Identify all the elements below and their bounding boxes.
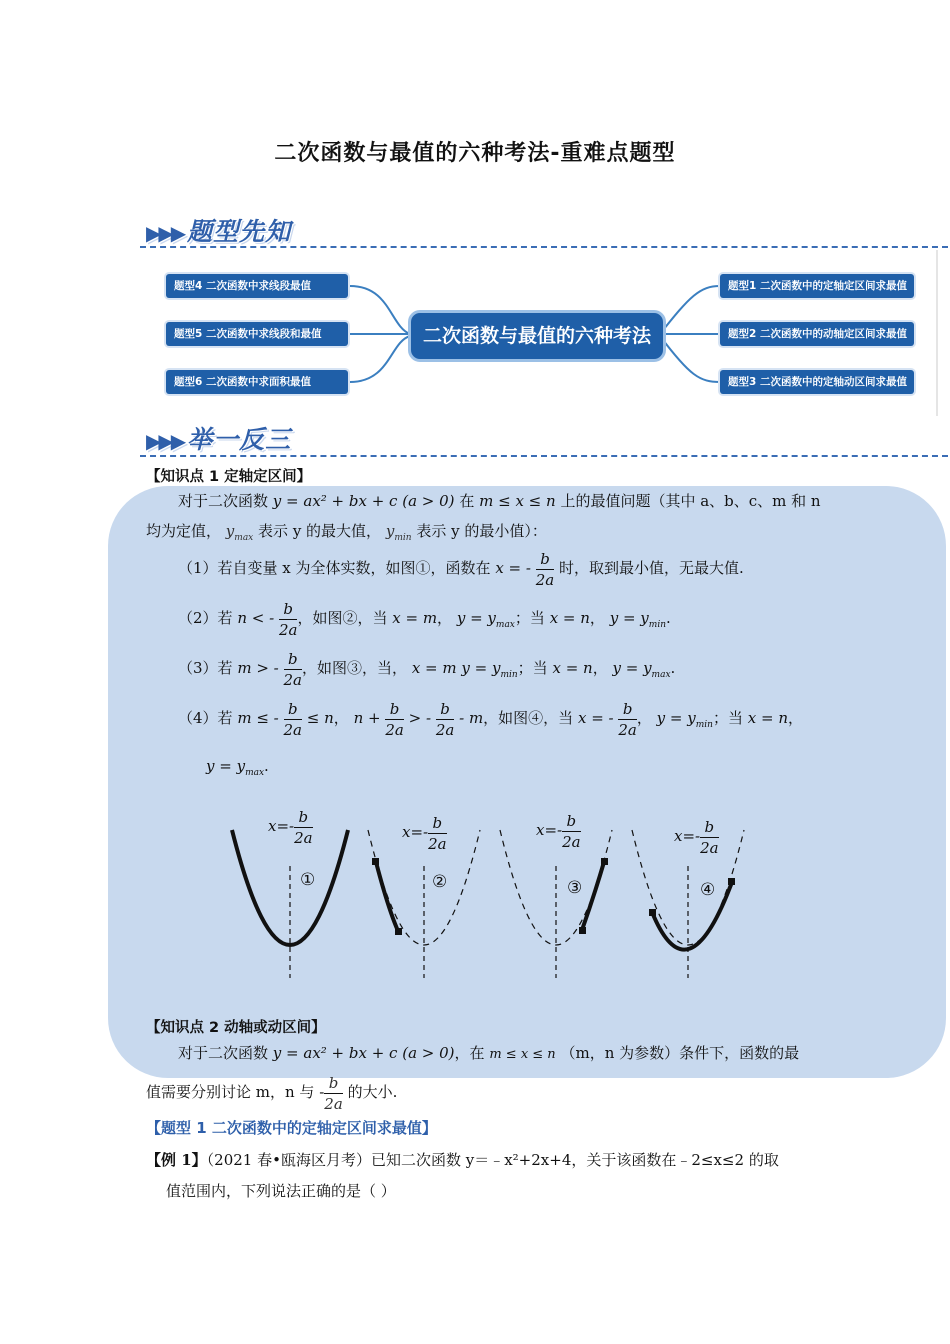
formula: x = -: [577, 709, 614, 727]
fraction: [279, 599, 298, 640]
text: b: [279, 599, 298, 620]
text: 表示 y 的最大值，: [258, 522, 382, 540]
text: 的大小.: [347, 1083, 398, 1101]
page-title: 二次函数与最值的六种考法-重难点题型: [274, 141, 676, 166]
text: （m，n 为参数）条件下，函数的最: [560, 1044, 800, 1062]
fig2-number: ②: [432, 872, 448, 892]
fraction: [562, 811, 581, 852]
kp1-heading: 【知识点 1 定轴定区间】: [146, 469, 312, 485]
text: 上的最值问题（其中 a、b、c、m 和 n: [560, 492, 821, 510]
text: x=-: [674, 827, 701, 845]
text: 值需要分别讨论 m，n 与: [146, 1083, 315, 1101]
fig2-axis-label: [402, 810, 447, 854]
formula: x = m: [392, 609, 438, 627]
fraction: [284, 649, 303, 690]
formula: n +: [353, 709, 381, 727]
kp1-intro-line2: [146, 521, 547, 548]
formula: y = ax² + bx + c (a > 0): [272, 1044, 455, 1062]
text: ；当: [517, 659, 548, 677]
text: 在: [459, 492, 475, 510]
section-divider: [140, 246, 948, 248]
text: 2a: [562, 832, 581, 851]
formula: ≤ n: [306, 709, 334, 727]
formula: [206, 757, 265, 778]
kp2-line2: [146, 1070, 397, 1114]
fig1-axis-label: [268, 804, 313, 848]
text: （3）若: [178, 659, 233, 677]
text: ，在: [454, 1044, 485, 1062]
figure-3: [500, 830, 612, 978]
text: x=-: [268, 817, 295, 835]
formula: x = -: [495, 559, 531, 577]
formula: x = n: [552, 659, 593, 677]
fraction: [536, 549, 555, 590]
text: 2a: [385, 720, 404, 739]
text: ，如图③，当，: [302, 659, 408, 677]
text: max: [651, 670, 671, 680]
formula: y = ax² + bx + c (a > 0): [272, 492, 455, 510]
text: b: [618, 699, 637, 720]
text: 对于二次函数: [178, 1044, 269, 1062]
section-label: 举一反三: [187, 425, 292, 454]
fig3-axis-label: [536, 808, 581, 852]
text: 2a: [283, 720, 303, 739]
ymax: [225, 522, 254, 543]
section-label: 题型先知: [187, 217, 292, 246]
section-header-practice: [146, 420, 291, 456]
formula: [456, 609, 515, 630]
fig3-number: ③: [567, 878, 583, 898]
section-arrows-icon: ▶▶▶: [146, 221, 184, 245]
formula: [609, 609, 666, 630]
fraction: [700, 817, 719, 858]
formula: [612, 659, 671, 680]
mindmap-node-type1: 题型1 二次函数中的定轴定区间求最值: [720, 274, 914, 298]
fig1-number: ①: [300, 870, 316, 890]
formula: - m: [459, 709, 484, 727]
text: min: [648, 620, 666, 630]
text: b: [700, 817, 719, 838]
text: y: [385, 522, 395, 540]
text: min: [695, 720, 713, 730]
text: （2）若: [178, 609, 233, 627]
text: 2a: [700, 838, 719, 857]
text: -: [319, 1083, 325, 1101]
mindmap-node-type4: 题型4 二次函数中求线段最值: [166, 274, 348, 298]
text: 2a: [324, 1094, 343, 1113]
text: y = y: [461, 659, 501, 677]
text: b: [436, 699, 455, 720]
text: x=-: [536, 821, 563, 839]
section-header-preview: [146, 212, 291, 248]
kp1-case4-line2: $y = y_{max}$.: [206, 757, 269, 778]
formula: m ≤ -: [237, 709, 279, 727]
text: （1）若自变量 x 为全体实数，如图①，函数在: [178, 559, 491, 577]
text: 2a: [283, 670, 303, 689]
text: b: [284, 699, 303, 720]
formula: m ≤ x ≤ n: [489, 1047, 556, 1062]
text: （4）若: [178, 709, 233, 727]
mindmap-node-type3: 题型3 二次函数中的定轴动区间求最值: [720, 370, 914, 394]
fraction: [324, 1073, 343, 1114]
fraction: [436, 699, 455, 740]
right-edge-mark: [936, 250, 938, 416]
fraction: [385, 699, 404, 740]
formula: n < -: [237, 609, 275, 627]
text: 2a: [535, 570, 555, 589]
mindmap-node-type2: 题型2 二次函数中的动轴定区间求最值: [720, 322, 914, 346]
text: 时，取到最小值，无最大值.: [559, 559, 744, 577]
text: b: [428, 813, 447, 834]
text: b: [294, 807, 313, 828]
text: y: [225, 522, 235, 540]
fraction: [618, 699, 637, 740]
kp1-case3: （3）若 m > - $\frac{b}{2a}$ ，如图③，当， x = m $y = y_{min}$；当 x = n， $y = y_{max}$.: [178, 649, 676, 689]
text: b: [385, 699, 404, 720]
text: y = y: [206, 757, 246, 775]
text: max: [234, 533, 254, 543]
formula: > -: [408, 709, 432, 727]
text: 2a: [294, 828, 313, 847]
kp1-intro-line1: [178, 491, 821, 511]
type1-heading: 【题型 1 二次函数中的定轴定区间求最值】: [146, 1119, 437, 1137]
text: ；当: [712, 709, 743, 727]
formula: m > -: [237, 659, 279, 677]
kp2-heading: 【知识点 2 动轴或动区间】: [146, 1020, 326, 1036]
text: x=-: [402, 823, 429, 841]
text: 均为定值，: [146, 522, 222, 540]
text: min: [394, 533, 412, 543]
example-label: 【例 1】: [146, 1151, 207, 1169]
text: y = y: [456, 609, 496, 627]
text: 2a: [435, 720, 455, 739]
mindmap-node-type6: 题型6 二次函数中求面积最值: [166, 370, 348, 394]
fig4-axis-label: [674, 814, 719, 858]
text: ，: [589, 609, 605, 627]
text: max: [495, 620, 515, 630]
text: b: [562, 811, 581, 832]
text: 表示 y 的最小值）：: [416, 522, 547, 540]
text: 2a: [278, 620, 298, 639]
example1-line2: 值范围内，下列说法正确的是（ ）: [166, 1182, 396, 1200]
fraction: [294, 807, 313, 848]
fraction: [284, 699, 303, 740]
kp1-case2: （2）若 n < - $\frac{b}{2a}$ ，如图②，当 x = m， $y = y_{max}$；当 x = n， $y = y_{min}$.: [178, 599, 671, 639]
text: b: [536, 549, 555, 570]
text: y = y: [656, 709, 696, 727]
formula: x = n: [549, 609, 590, 627]
kp1-case1: [178, 546, 744, 590]
text: b: [284, 649, 303, 670]
section-divider: [140, 455, 948, 457]
text: y = y: [612, 659, 652, 677]
kp1-case4: （4）若 m ≤ - $\frac{b}{2a}$ ≤ n， n + $\frac{b}{2a}$ > - $\frac{b}{2a}$ - m，如图④，当 x = - $\frac{b}{2a}$ ， $y = y_{min}$；当 x = n，: [178, 699, 803, 739]
ymin: [385, 522, 412, 543]
example1-line1: [146, 1150, 779, 1170]
fig4-number: ④: [700, 880, 716, 900]
text: max: [245, 768, 265, 778]
section-arrows-icon: ▶▶▶: [146, 429, 184, 453]
kp2-line1: [178, 1043, 799, 1065]
mindmap-node-type5: 题型5 二次函数中求线段和最值: [166, 322, 348, 346]
text: ，如图④，当: [483, 709, 574, 727]
text: 2a: [428, 834, 447, 853]
formula: x = n: [747, 709, 788, 727]
text: （2021 春•瓯海区月考）已知二次函数 y＝﹣x²+2x+4，关于该函数在﹣2≤x≤2 的取: [206, 1151, 779, 1169]
formula: [656, 709, 713, 730]
mindmap-center: 二次函数与最值的六种考法: [408, 310, 666, 362]
text: b: [324, 1073, 343, 1094]
formula: [461, 659, 518, 680]
text: ；当: [514, 609, 545, 627]
text: ，如图②，当: [297, 609, 388, 627]
formula: x = m: [411, 659, 457, 677]
formula: m ≤ x ≤ n: [479, 492, 556, 510]
text: y = y: [609, 609, 649, 627]
text: 对于二次函数: [178, 492, 269, 510]
text: 2a: [618, 720, 637, 739]
text: min: [500, 670, 518, 680]
text: ，: [437, 609, 453, 627]
figure-1: [232, 830, 348, 978]
fraction: [428, 813, 447, 854]
